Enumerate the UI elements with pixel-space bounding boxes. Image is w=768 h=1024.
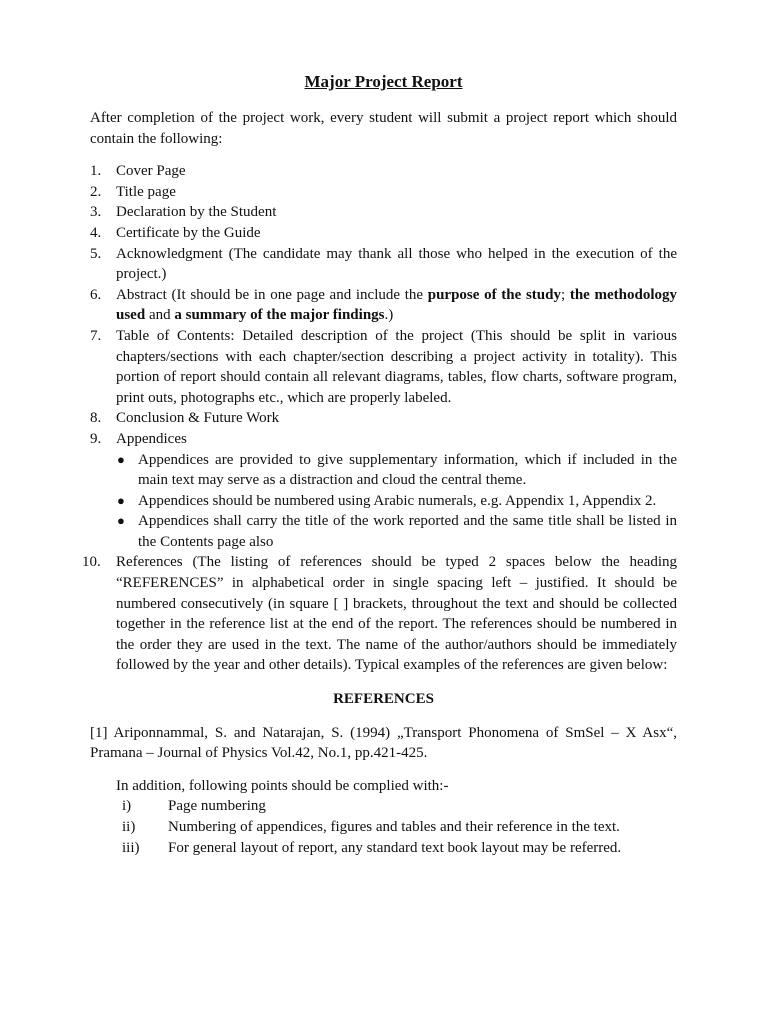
- page-title: Major Project Report: [304, 72, 463, 91]
- list-item: [82, 552, 677, 676]
- text-segment: .): [384, 307, 394, 324]
- bullet-item: [116, 511, 677, 552]
- text-segment: Appendices: [116, 430, 187, 447]
- appendices-bullet-list: [116, 450, 677, 553]
- list-item-text: [116, 163, 186, 179]
- list-item: [90, 202, 677, 223]
- bullet-text: Appendices are provided to give supplementary information, which if included in the main text may serve as a distraction and cloud the central theme.: [138, 451, 677, 489]
- text-segment: Conclusion & Future Work: [116, 410, 280, 427]
- list-item: [90, 223, 677, 244]
- text-segment: Acknowledgment (The candidate may thank all those who helped in the execution of the project.): [116, 245, 677, 283]
- list-item-text: [116, 410, 279, 426]
- text-segment: and: [145, 307, 175, 324]
- list-item-text: [116, 431, 187, 447]
- list-item: [90, 326, 677, 408]
- bullet-icon: ●: [117, 451, 125, 467]
- list-item-number: 6.: [90, 286, 102, 303]
- point-number: iii): [122, 839, 140, 856]
- compliance-point: [116, 796, 677, 817]
- list-item-number: 5.: [90, 245, 102, 262]
- addition-intro: In addition, following points should be complied with:-: [116, 777, 449, 794]
- bullet-item: [116, 491, 677, 512]
- text-segment: Abstract (It should be in one page and include the: [116, 286, 428, 303]
- compliance-points-list: [116, 796, 677, 858]
- bullet-item: [116, 450, 677, 491]
- intro-paragraph: After completion of the project work, every student will submit a project report which should contain the following:: [90, 110, 677, 147]
- list-item: [90, 244, 677, 285]
- list-item-text: [116, 204, 276, 220]
- list-item-text: [116, 287, 677, 324]
- list-item-text: [116, 246, 677, 283]
- list-item: [90, 285, 677, 326]
- bullet-icon: ●: [117, 513, 125, 529]
- list-item-number: 9.: [90, 430, 102, 447]
- list-item-text: [116, 225, 261, 241]
- list-item: [90, 182, 677, 203]
- list-item-number: 2.: [90, 183, 102, 200]
- text-segment: ;: [560, 286, 570, 303]
- reference-entry: [1] Ariponnammal, S. and Natarajan, S. (1994) „Transport Phonomena of SmSel – X Asx“, Pramana – Journal of Physics Vol.42, No.1, pp.421-425.: [90, 724, 677, 762]
- emphasized-text: the methodology used: [116, 286, 678, 324]
- emphasized-text: purpose of the study: [427, 286, 561, 303]
- emphasized-text: a summary of the major findings: [174, 307, 385, 324]
- bullet-text: Appendices should be numbered using Arabic numerals, e.g. Appendix 1, Appendix 2.: [138, 492, 657, 509]
- list-item-number: 4.: [90, 224, 102, 241]
- text-segment: References (The listing of references should be typed 2 spaces below the heading “REFERENCES” in alphabetical order in single spacing left – justified. It should be numbered consecutively (in square [ ] brackets, throughout the text and should be collected together in the reference list at the end of the report. The references should be numbered in the order they are used in the text. The name of the author/authors should be immediately followed by the year and other details). Typical examples of the references are given below:: [116, 554, 677, 674]
- list-item-number: 3.: [90, 204, 102, 221]
- list-item-number: 7.: [90, 327, 102, 344]
- references-heading: REFERENCES: [333, 691, 434, 708]
- point-number: ii): [122, 819, 136, 835]
- list-item-text: [116, 184, 176, 200]
- list-item-number: 1.: [90, 163, 102, 180]
- list-item-number: 10.: [82, 554, 101, 571]
- list-item: [90, 429, 677, 553]
- text-segment: Title page: [116, 183, 176, 200]
- addition-section: [90, 776, 677, 858]
- point-text: Page numbering: [168, 798, 266, 815]
- list-item-number: 8.: [90, 410, 102, 427]
- point-text: For general layout of report, any standard text book layout may be referred.: [168, 839, 622, 856]
- report-contents-list: [82, 161, 678, 676]
- text-segment: Declaration by the Student: [116, 204, 277, 221]
- bullet-text: Appendices shall carry the title of the work reported and the same title shall be listed in the Contents page also: [138, 513, 677, 550]
- text-segment: Certificate by the Guide: [116, 224, 261, 241]
- list-item: [90, 161, 677, 182]
- text-segment: Table of Contents: Detailed description of the project (This should be split in various chapters/sections with each chapter/section describing a project activity in totality). This portion of report should contain all relevant diagrams, tables, flow charts, software program, print outs, photographs etc., which are properly labeled.: [116, 327, 677, 406]
- compliance-point: [116, 838, 677, 859]
- list-item-text: [116, 328, 677, 406]
- list-item: [90, 408, 677, 429]
- bullet-icon: ●: [117, 492, 125, 508]
- compliance-point: [116, 817, 677, 838]
- point-text: Numbering of appendices, figures and tables and their reference in the text.: [168, 819, 620, 835]
- point-number: i): [122, 798, 132, 815]
- text-segment: Cover Page: [116, 163, 186, 180]
- list-item-text: [116, 554, 677, 673]
